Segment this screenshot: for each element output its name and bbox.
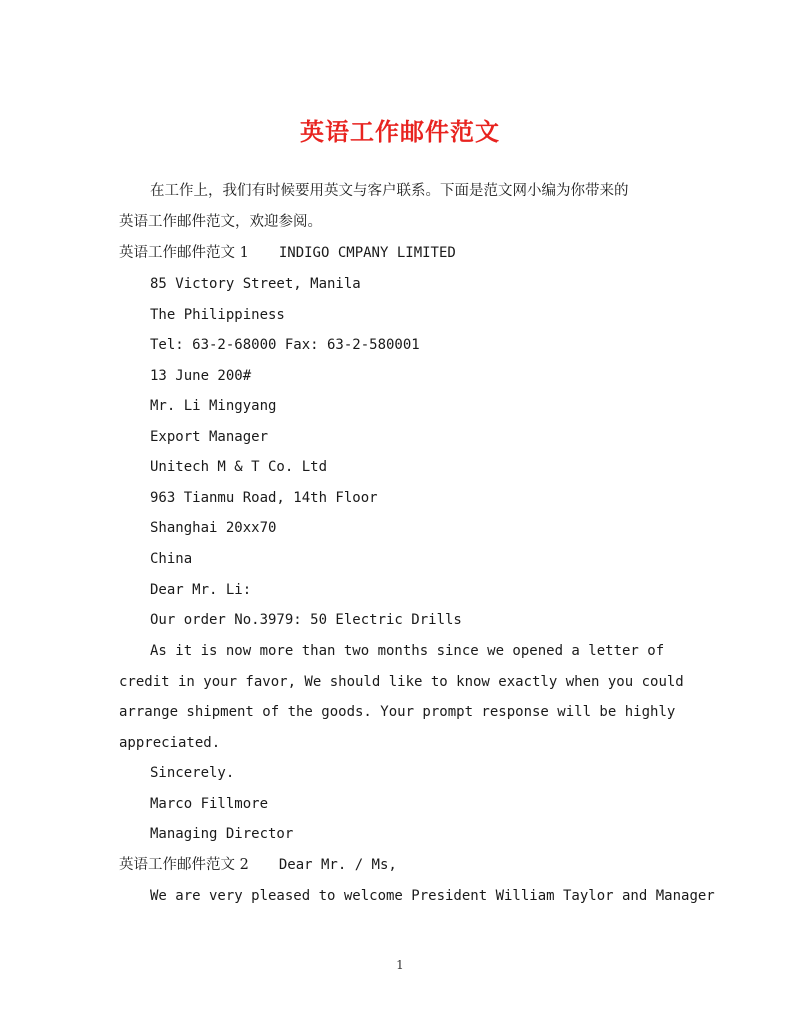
sample2-first-line: We are very pleased to welcome President William Taylor and Manager <box>150 888 715 904</box>
salutation-line: Dear Mr. Li: <box>150 582 252 598</box>
closing-line: Managing Director <box>150 826 294 842</box>
address-line: The Philippiness <box>150 307 285 323</box>
sample2-heading-line <box>119 855 397 875</box>
closing-line: Sincerely. <box>150 765 235 781</box>
address-line: Tel: 63-2-68000 Fax: 63-2-580001 <box>150 337 420 353</box>
intro-line-2: 英语工作邮件范文，欢迎参阅。 <box>119 214 322 230</box>
address-line: 13 June 200# <box>150 368 252 384</box>
address-line: 85 Victory Street, Manila <box>150 276 361 292</box>
page-number: 1 <box>396 958 404 972</box>
sample2-salutation: Dear Mr. / Ms, <box>278 857 397 873</box>
address-line: China <box>150 551 193 567</box>
address-line: Mr. Li Mingyang <box>150 398 277 414</box>
intro-line-1: 在工作上，我们有时候要用英文与客户联系。下面是范文网小编为你带来的 <box>150 183 629 199</box>
document-title: 英语工作邮件范文 <box>300 117 500 146</box>
order-line: Our order No.3979: 50 Electric Drills <box>150 612 462 628</box>
address-line: Shanghai 20xx70 <box>150 520 277 536</box>
address-line: Unitech M & T Co. Ltd <box>150 459 328 475</box>
address-line: 963 Tianmu Road, 14th Floor <box>150 490 378 506</box>
sample1-heading-line <box>119 243 456 263</box>
sample2-heading: 英语工作邮件范文 2 <box>119 857 249 873</box>
closing-line: Marco Fillmore <box>150 796 269 812</box>
body-line: As it is now more than two months since we opened a letter of <box>150 643 665 659</box>
body-line: appreciated. <box>119 735 221 751</box>
address-line: Export Manager <box>150 429 269 445</box>
sample1-heading: 英语工作邮件范文 1 <box>119 245 249 261</box>
body-line: credit in your favor, We should like to know exactly when you could <box>119 674 684 690</box>
sample1-company: INDIGO CMPANY LIMITED <box>278 245 456 261</box>
body-line: arrange shipment of the goods. Your prompt response will be highly <box>119 704 676 720</box>
